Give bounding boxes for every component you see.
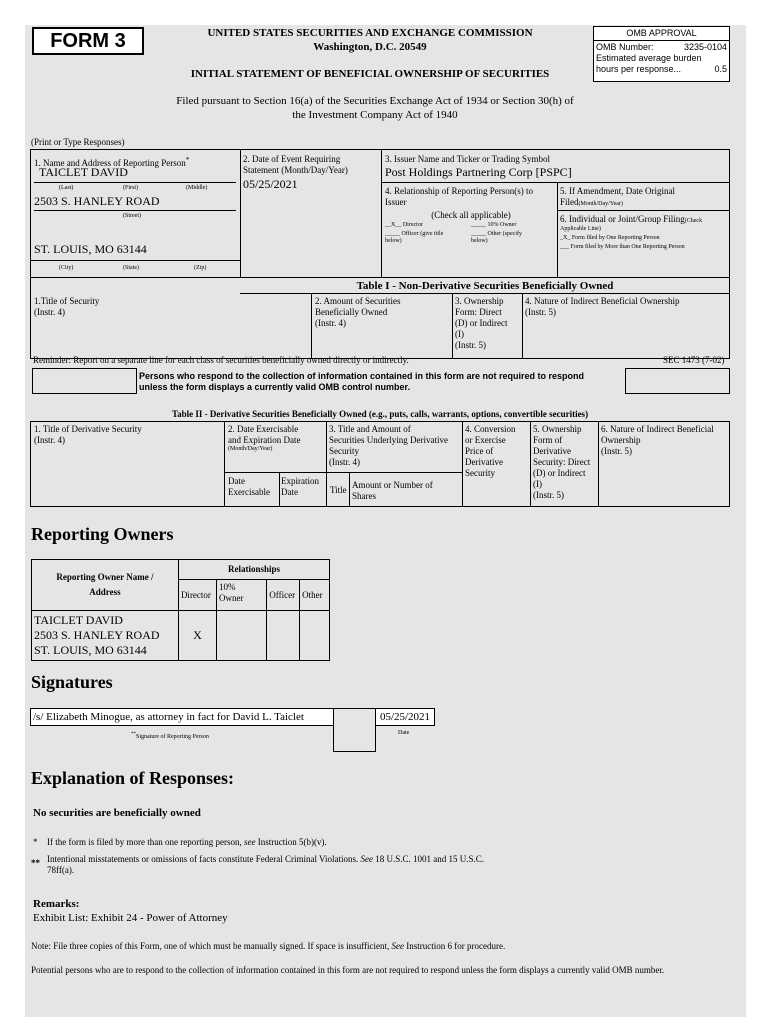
section6-label: 6. Individual or Joint/Group Filing(Check <box>560 214 703 224</box>
table2-title-subcol: Title <box>330 485 347 495</box>
date-label: Date <box>398 730 410 736</box>
last-label: (Last) <box>59 185 74 191</box>
filed-pursuant-line1: Filed pursuant to Section 16(a) of the Securities Exchange Act of 1934 or Section 30(h) of <box>176 95 574 107</box>
sec-code: SEC 1473 (7-02) <box>663 355 725 365</box>
table1-col2-header: 2. Amount of Securities Beneficially Owned (Instr. 4) <box>315 296 401 328</box>
check-all-label: (Check all applicable) <box>431 210 511 220</box>
director-option: __X__ Director <box>385 222 423 228</box>
table2-col5-header: 5. Ownership Form of Derivative Security: Direct (D) or Indirect (I) (Instr. 5) <box>533 424 591 500</box>
omb-approval-box <box>593 26 730 82</box>
no-securities-text: No securities are beneficially owned <box>33 807 201 819</box>
note1-mark: * <box>33 837 38 847</box>
street-label: (Street) <box>123 213 141 219</box>
agency-name: UNITED STATES SECURITIES AND EXCHANGE COMMISSION <box>207 27 533 39</box>
potential-persons-note: Potential persons who are to respond to the collection of information contained in this form are not required to respond unless the form displays a currently valid OMB number. <box>31 965 665 975</box>
omb-burden-line2: hours per response... <box>596 64 682 74</box>
ten-pct-owner-option: _____ 10% Owner <box>471 222 517 228</box>
persons-notice-left-box <box>32 368 137 394</box>
section4-label: 4. Relationship of Reporting Person(s) to Issuer <box>385 186 533 207</box>
signature-date-value: 05/25/2021 <box>379 711 431 723</box>
table2-grid <box>30 421 730 507</box>
table2-expiration-date: Expiration Date <box>281 476 319 497</box>
table2-amount-subcol: Amount or Number of Shares <box>352 480 433 501</box>
zip-label: (Zip) <box>194 265 207 271</box>
signatures-heading: Signatures <box>31 672 113 692</box>
omb-title: OMB APPROVAL <box>594 27 729 41</box>
filed-pursuant-line2: the Investment Company Act of 1940 <box>292 109 458 121</box>
ro-row-name: TAICLET DAVID 2503 S. HANLEY ROAD ST. LOUIS, MO 63144 <box>32 611 179 661</box>
ro-row-director: X <box>178 611 216 661</box>
table2-date-exercisable: Date Exercisable <box>228 476 270 497</box>
remarks-value: Exhibit List: Exhibit 24 - Power of Attorney <box>33 912 228 924</box>
section1-label: 1. Name and Address of Reporting Person* <box>34 155 190 168</box>
signature-value: /s/ Elizabeth Minogue, as attorney in fact for David L. Taiclet <box>33 711 304 723</box>
ro-officer-header: Officer <box>267 580 300 611</box>
city-label: (City) <box>59 265 74 271</box>
ro-row-10pct <box>216 611 266 661</box>
reporting-person-name: TAICLET DAVID <box>39 165 128 179</box>
note2-mark: ** <box>31 858 40 868</box>
ro-row-other <box>300 611 330 661</box>
ro-relationships-header: Relationships <box>178 560 329 580</box>
other-option: _____ Other (specify below) <box>471 231 522 244</box>
ro-other-header: Other <box>300 580 330 611</box>
table1-col4-header: 4. Nature of Indirect Beneficial Ownership (Instr. 5) <box>525 296 680 317</box>
first-label: (First) <box>123 185 138 191</box>
signature-label: **Signature of Reporting Person <box>131 732 209 740</box>
table2-col4-header: 4. Conversion or Exercise Price of Derivative Security <box>465 424 516 478</box>
table2-col1-header: 1. Title of Derivative Security (Instr. 4) <box>34 424 142 445</box>
section5-label: 5. If Amendment, Date Original Filed(Month/Day/Year) <box>560 186 675 207</box>
table2-col3-header: 3. Title and Amount of Securities Underlying Derivative Security (Instr. 4) <box>329 424 448 467</box>
ro-name-header: Reporting Owner Name / Address <box>32 560 179 611</box>
state-label: (State) <box>123 265 139 271</box>
table2-col2-small: (Month/Day/Year) <box>228 446 273 452</box>
reporting-owners-heading: Reporting Owners <box>31 524 174 544</box>
officer-option: _____ Officer (give title below) <box>385 231 444 244</box>
ro-row-officer <box>267 611 300 661</box>
issuer-name-value: Post Holdings Partnering Corp [PSPC] <box>385 165 572 179</box>
table2-col2-header: 2. Date Exercisable and Expiration Date <box>228 424 301 445</box>
city-value: ST. LOUIS, MO 63144 <box>34 242 147 256</box>
ro-director-header: Director <box>178 580 216 611</box>
signature-gap-box <box>333 708 376 752</box>
table1-col3-header: 3. Ownership Form: Direct (D) or Indirect (I) (Instr. 5) <box>455 296 508 350</box>
section3-label: 3. Issuer Name and Ticker or Trading Symbol <box>385 154 550 164</box>
section2-label: 2. Date of Event Requiring Statement (Month/Day/Year) <box>243 154 348 175</box>
ro-10pct-header: 10% Owner <box>216 580 266 611</box>
remarks-label: Remarks: <box>33 898 80 910</box>
persons-notice-right-box <box>625 368 730 394</box>
date-box <box>375 708 435 726</box>
note1-text: If the form is filed by more than one reporting person, see Instruction 5(b)(v). <box>47 837 327 847</box>
section6-applicable: Applicable Line) <box>560 226 601 232</box>
table1-col1-header: 1.Title of Security (Instr. 4) <box>34 296 100 317</box>
omb-burden-line1: Estimated average burden <box>596 53 702 63</box>
omb-number-label: OMB Number: <box>596 42 654 52</box>
form-title: INITIAL STATEMENT OF BENEFICIAL OWNERSHIP OF SECURITIES <box>190 68 550 80</box>
filing-option-more: ___ Form filed by More than One Reporting Person <box>560 244 685 250</box>
form-label: FORM 3 <box>32 27 144 55</box>
table1-title: Table I - Non-Derivative Securities Beneficially Owned <box>356 280 614 292</box>
middle-label: (Middle) <box>186 185 208 191</box>
persons-notice: Persons who respond to the collection of information contained in this form are not required to respond unless the form displays a currently valid OMB control number. <box>139 371 585 392</box>
note2-text: Intentional misstatements or omissions of facts constitute Federal Criminal Violations. See 18 U.S.C. 1001 and 15 U.S.C. 78ff(a). <box>47 854 485 875</box>
omb-burden-value: 0.5 <box>714 64 727 74</box>
omb-number-value: 3235-0104 <box>683 42 727 52</box>
reporting-owners-table <box>31 559 330 661</box>
table2-title: Table II - Derivative Securities Beneficially Owned (e.g., puts, calls, warrants, options, convertible securities) <box>171 409 589 419</box>
signature-box <box>30 708 334 726</box>
print-note: (Print or Type Responses) <box>31 137 125 147</box>
event-date-value: 05/25/2021 <box>243 177 298 191</box>
table2-col6-header: 6. Nature of Indirect Beneficial Ownership (Instr. 5) <box>601 424 714 456</box>
form-page <box>25 25 746 1017</box>
filing-option-one: _X_ Form filed by One Reporting Person <box>560 235 660 241</box>
agency-city: Washington, D.C. 20549 <box>313 41 427 53</box>
footer-note: Note: File three copies of this Form, one of which must be manually signed. If space is insufficient, See Instruction 6 for procedure. <box>31 941 506 951</box>
explanation-heading: Explanation of Responses: <box>31 768 235 788</box>
street-value: 2503 S. HANLEY ROAD <box>34 194 160 208</box>
reminder-text: Reminder: Report on a separate line for each class of securities beneficially owned directly or indirectly. <box>33 355 409 365</box>
main-form-grid <box>30 149 730 359</box>
